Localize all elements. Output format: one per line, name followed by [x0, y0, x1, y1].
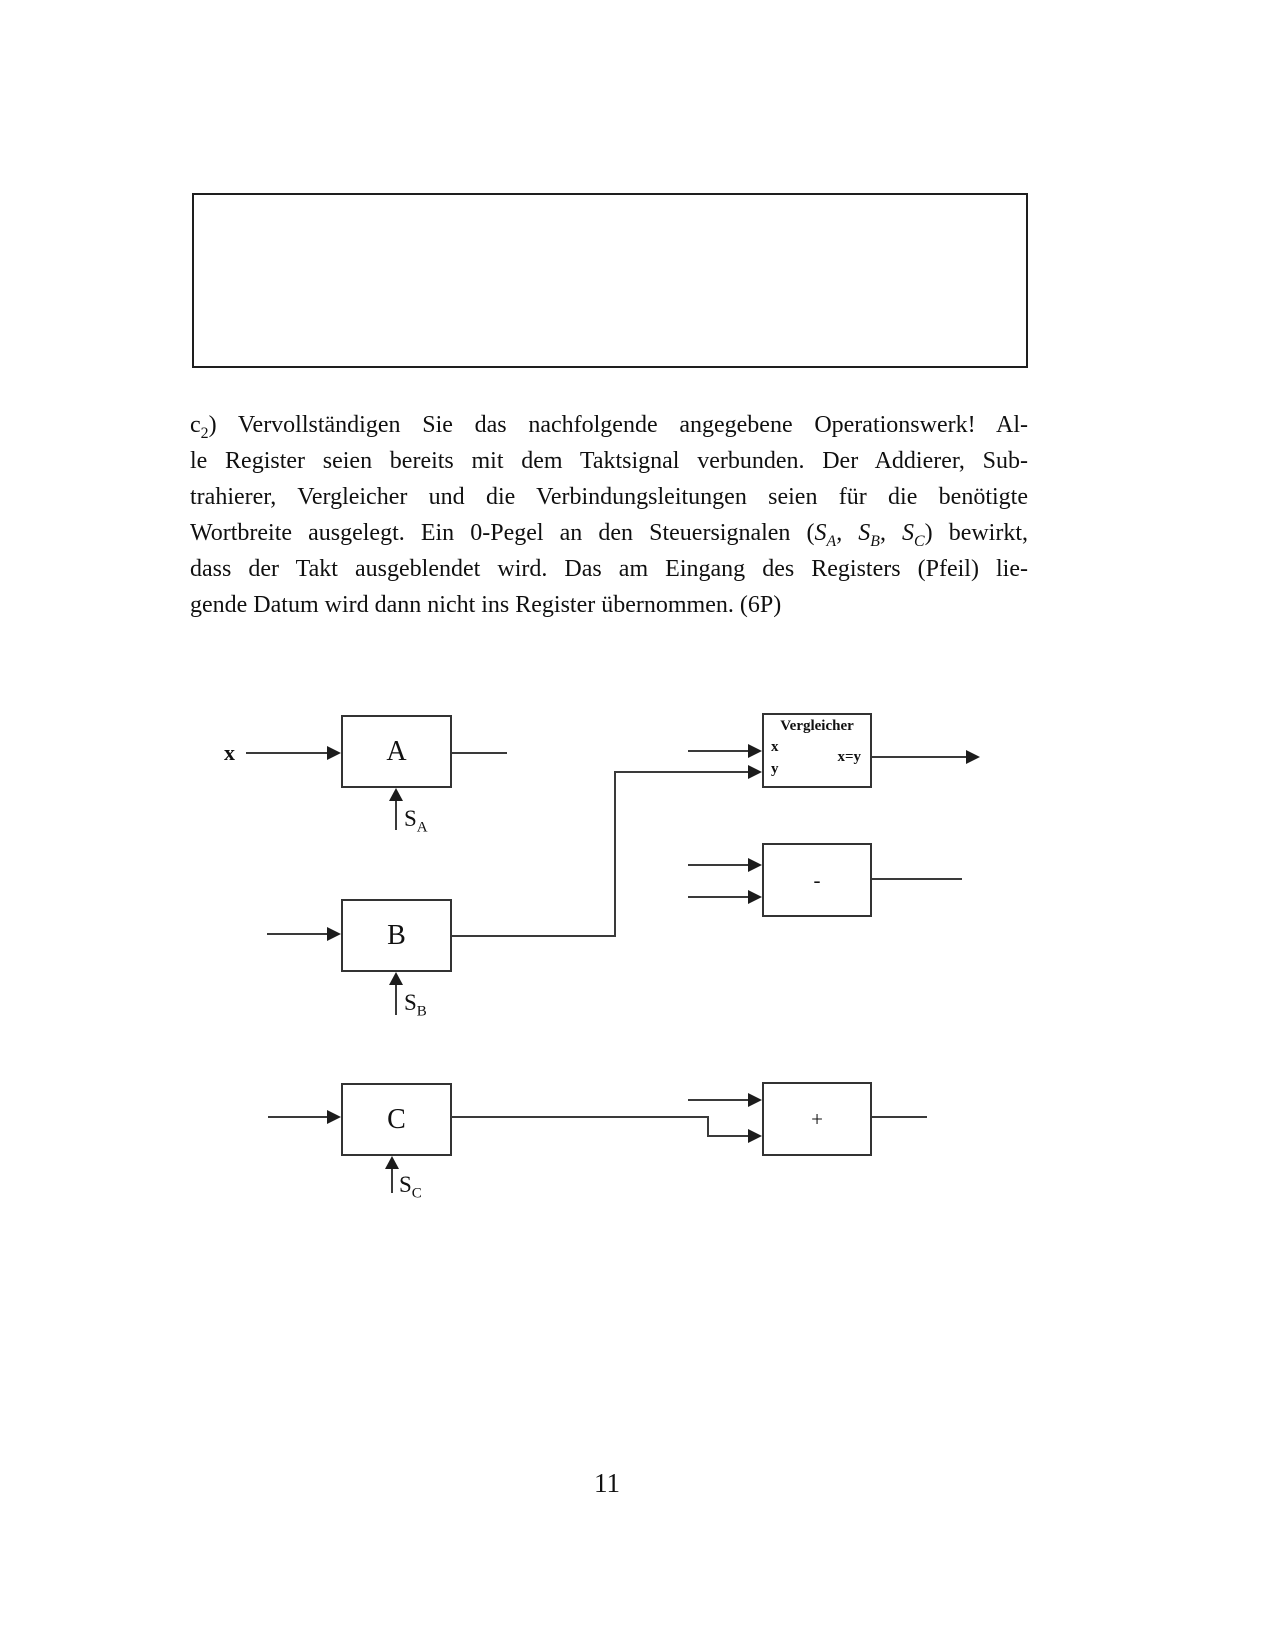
wire-comparator-input-x [688, 750, 750, 752]
signal-a-label [404, 806, 428, 837]
comparator-box [762, 713, 872, 788]
adder-symbol: + [811, 1106, 823, 1131]
wire-subtractor-output [872, 878, 962, 880]
page-number: 11 [594, 1468, 620, 1498]
wire-reg-c-output [451, 1116, 709, 1118]
comparator-title: Vergleicher [780, 718, 854, 734]
task-line: Wortbreite ausgelegt. Ein 0-Pegel an den Steuersignalen ($S_A$, $S_B$, $S_C$) bewirkt, [190, 520, 1029, 550]
task-line: trahierer, Vergleicher und die Verbindungsleitungen seien für die benötigte [190, 484, 1028, 510]
arrowhead-comparator-output-icon [966, 750, 980, 764]
comparator-input-y-label: y [771, 761, 779, 777]
wire-reg-c-to-adder-vertical [707, 1117, 709, 1137]
wire-comparator-input-y [615, 771, 748, 773]
arrowhead-comparator-input-y-icon [748, 765, 762, 779]
arrowhead-adder-input-lower-icon [748, 1129, 762, 1143]
signal-b-sub: B [416, 1003, 427, 1020]
arrowhead-adder-input-upper-icon [748, 1093, 762, 1107]
wire-comparator-output [872, 756, 966, 758]
arrowhead-reg-b-input-icon [327, 927, 341, 941]
arrowhead-signal-a-icon [389, 788, 403, 801]
answer-box [192, 193, 1028, 368]
wire-x-to-reg-a [246, 752, 328, 754]
adder-box [762, 1082, 872, 1156]
wire-reg-b-output [452, 935, 616, 937]
signal-a-sub: A [416, 819, 428, 836]
wire-reg-b-to-comparator-vertical [614, 771, 616, 937]
signal-b-label [404, 990, 427, 1021]
arrowhead-reg-c-input-icon [327, 1110, 341, 1124]
signal-c-label [399, 1172, 422, 1203]
wire-signal-c [391, 1169, 393, 1193]
subtractor-symbol: - [813, 867, 821, 892]
wire-signal-b [395, 985, 397, 1015]
task-line: dass der Takt ausgeblendet wird. Das am Eingang des Registers (Pfeil) lie- [190, 556, 1028, 582]
signal-c-main: S [399, 1172, 412, 1197]
wire-reg-b-input [267, 933, 327, 935]
task-paragraph [190, 407, 1028, 623]
register-c-label: C [387, 1103, 406, 1135]
arrowhead-subtractor-input-1-icon [748, 858, 762, 872]
arrowhead-signal-c-icon [385, 1156, 399, 1169]
register-b-label: B [387, 919, 406, 951]
register-a-box [341, 715, 452, 788]
task-line: $c_2$) Vervollständigen Sie das nachfolgende angegebene Operationswerk! Al- [190, 412, 1028, 442]
comparator-output-label: x=y [837, 749, 861, 765]
wire-reg-a-output-stub [452, 752, 507, 754]
register-c-box [341, 1083, 452, 1156]
task-line: gende Datum wird dann nicht ins Register übernommen. (6P) [190, 592, 782, 618]
wire-reg-c-to-adder-horizontal [707, 1135, 748, 1137]
register-a-label: A [386, 735, 407, 767]
input-x-label: x [224, 740, 235, 765]
signal-c-sub: C [411, 1185, 422, 1202]
task-line: le Register seien bereits mit dem Taktsignal verbunden. Der Addierer, Sub- [190, 448, 1028, 474]
wire-subtractor-input-2 [688, 896, 748, 898]
arrowhead-reg-a-input-icon [327, 746, 341, 760]
wire-reg-c-input [268, 1116, 327, 1118]
comparator-input-x-label: x [771, 739, 779, 755]
wire-adder-input-upper [688, 1099, 748, 1101]
signal-b-main: S [404, 990, 417, 1015]
signal-a-main: S [404, 806, 417, 831]
wire-signal-a [395, 801, 397, 830]
subtractor-box [762, 843, 872, 917]
wire-adder-output [872, 1116, 927, 1118]
arrowhead-comparator-input-x-icon [748, 744, 762, 758]
register-b-box [341, 899, 452, 972]
wire-subtractor-input-1 [688, 864, 748, 866]
arrowhead-subtractor-input-2-icon [748, 890, 762, 904]
arrowhead-signal-b-icon [389, 972, 403, 985]
